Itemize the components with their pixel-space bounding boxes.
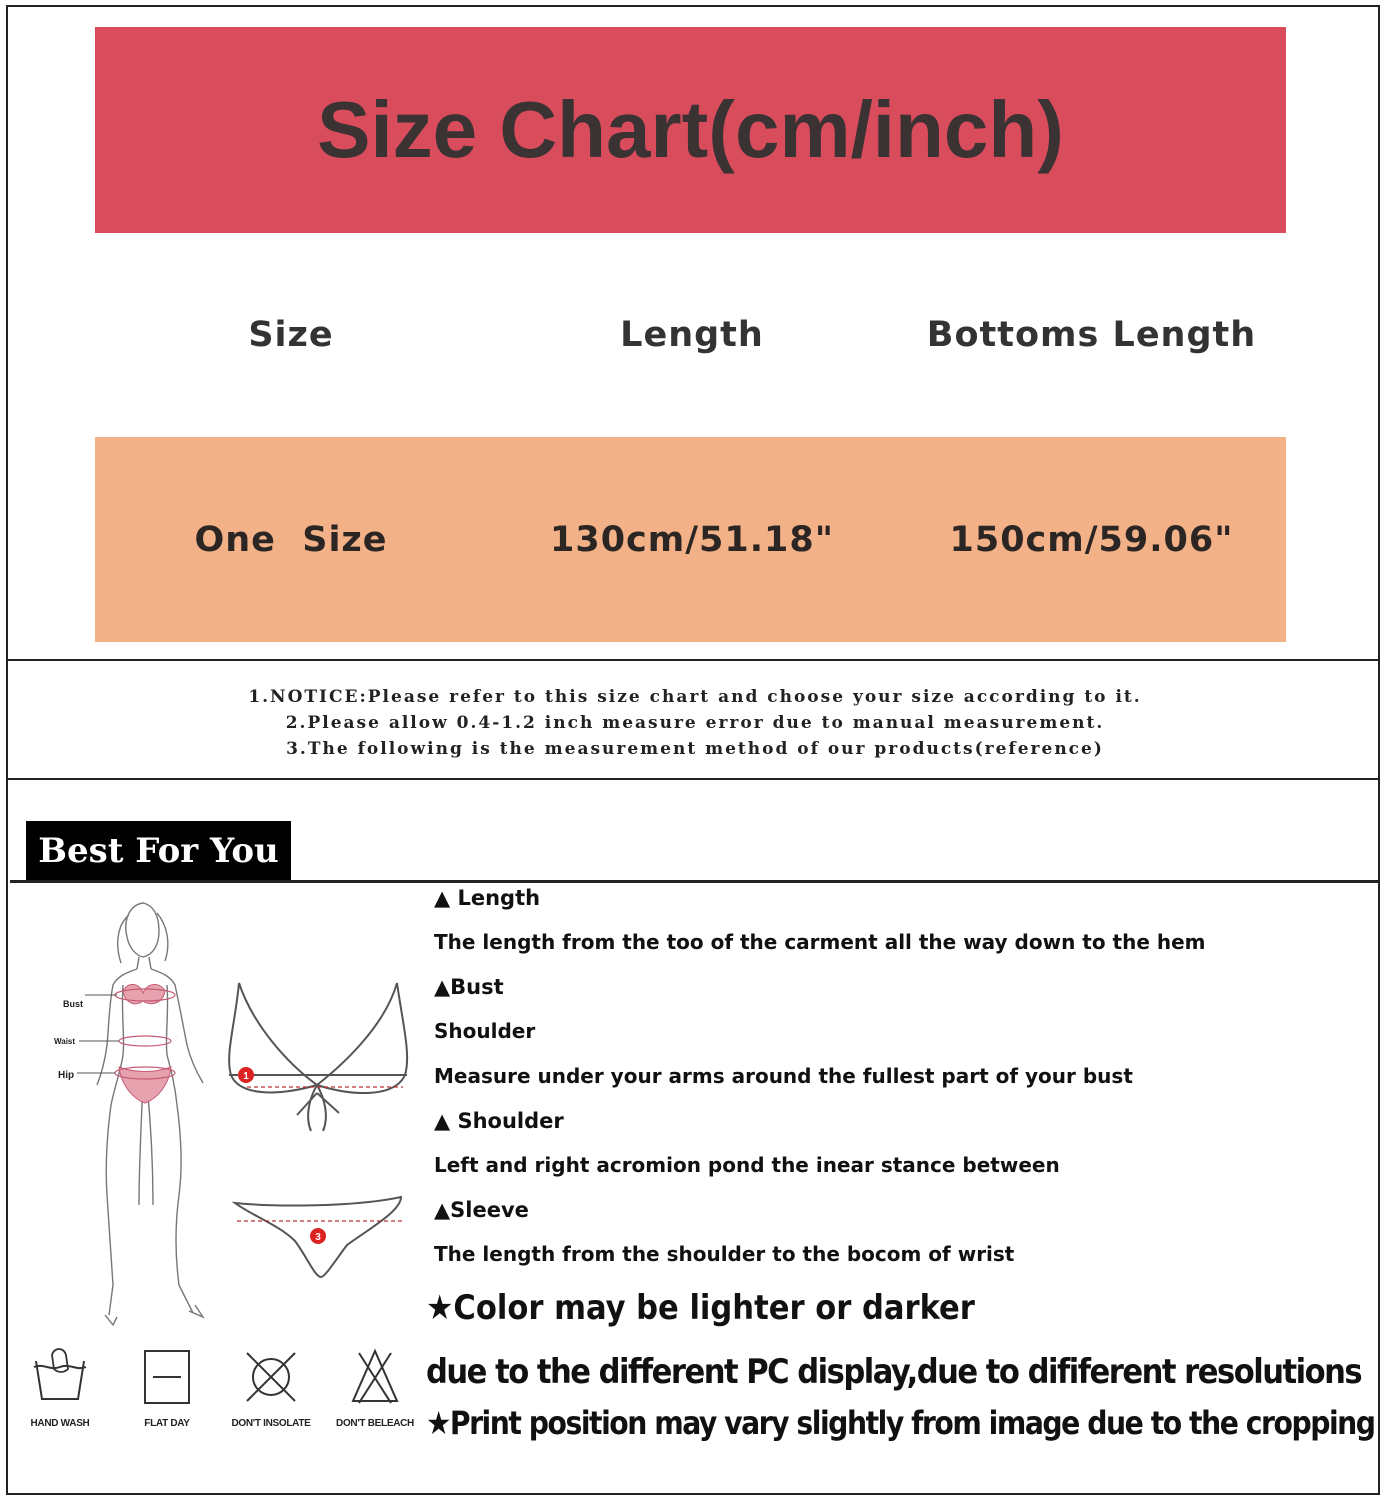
hip-label: Hip	[58, 1070, 75, 1081]
bust-text-2: Measure under your arms around the fullest part of your bust	[434, 1064, 1133, 1088]
care-label: DON'T BELEACH	[336, 1418, 414, 1429]
disclaimer-color: ★Color may be lighter or darker	[426, 1288, 975, 1328]
length-heading: ▲ Length	[434, 886, 541, 910]
note-3: 3.The following is the measurement method of our products(reference)	[286, 739, 1104, 759]
care-dont-bleach	[325, 1345, 425, 1429]
sleeve-heading: ▲Sleeve	[434, 1198, 529, 1222]
figure-svg	[25, 885, 425, 1345]
header-size: Size	[248, 315, 334, 355]
best-for-you-tab	[26, 821, 291, 881]
disclaimer-print: ★Print position may vary slightly from image due to the cropping	[426, 1404, 1375, 1442]
divider	[6, 778, 1380, 780]
divider	[6, 659, 1380, 661]
cell-size: One Size	[194, 519, 388, 560]
care-flat-dry	[117, 1345, 217, 1429]
bust-heading: ▲Bust	[434, 975, 504, 999]
header-bottoms-length: Bottoms Length	[926, 315, 1257, 355]
page-title: Size Chart(cm/inch)	[317, 85, 1064, 174]
model-figure	[97, 903, 203, 1325]
bust-text-1: Shoulder	[434, 1019, 536, 1043]
care-hand-wash	[10, 1345, 110, 1429]
hand-wash-icon	[30, 1345, 90, 1407]
shoulder-heading: ▲ Shoulder	[434, 1109, 564, 1133]
bust-label: Bust	[63, 999, 83, 1009]
dont-bleach-icon	[345, 1345, 405, 1407]
care-label: HAND WASH	[30, 1418, 90, 1429]
note-2: 2.Please allow 0.4-1.2 inch measure error due to manual measurement.	[285, 713, 1105, 733]
cell-length: 130cm/51.18"	[549, 519, 834, 560]
care-label: DON'T INSOLATE	[231, 1418, 311, 1429]
length-text: The length from the too of the carment all the way down to the hem	[434, 930, 1206, 954]
flat-dry-icon	[137, 1345, 197, 1407]
marker-3-label: 3	[315, 1232, 321, 1243]
care-dont-insolate	[221, 1345, 321, 1429]
dont-insolate-icon	[241, 1345, 301, 1407]
note-1: 1.NOTICE:Please refer to this size chart and choose your size according to it.	[248, 687, 1142, 707]
title-band	[95, 27, 1286, 233]
shoulder-text: Left and right acromion pond the inear stance between	[434, 1153, 1060, 1177]
marker-1-label: 1	[243, 1071, 249, 1082]
measurement-illustrations	[25, 885, 425, 1345]
waist-label: Waist	[54, 1037, 76, 1046]
header-length: Length	[620, 315, 764, 355]
sleeve-text: The length from the shoulder to the bocom of wrist	[434, 1242, 1015, 1266]
care-label: FLAT DAY	[144, 1418, 190, 1429]
section-rule	[10, 880, 1378, 883]
notes-block	[0, 684, 1390, 762]
best-for-you-label: Best For You	[38, 831, 279, 871]
cell-bottoms-length: 150cm/59.06"	[949, 519, 1234, 560]
bikini-top-icon	[229, 983, 407, 1131]
table-row	[95, 437, 1286, 642]
table-header-row	[95, 290, 1286, 380]
disclaimer-display: due to the different PC display,due to dififerent resolutions	[426, 1352, 1362, 1392]
